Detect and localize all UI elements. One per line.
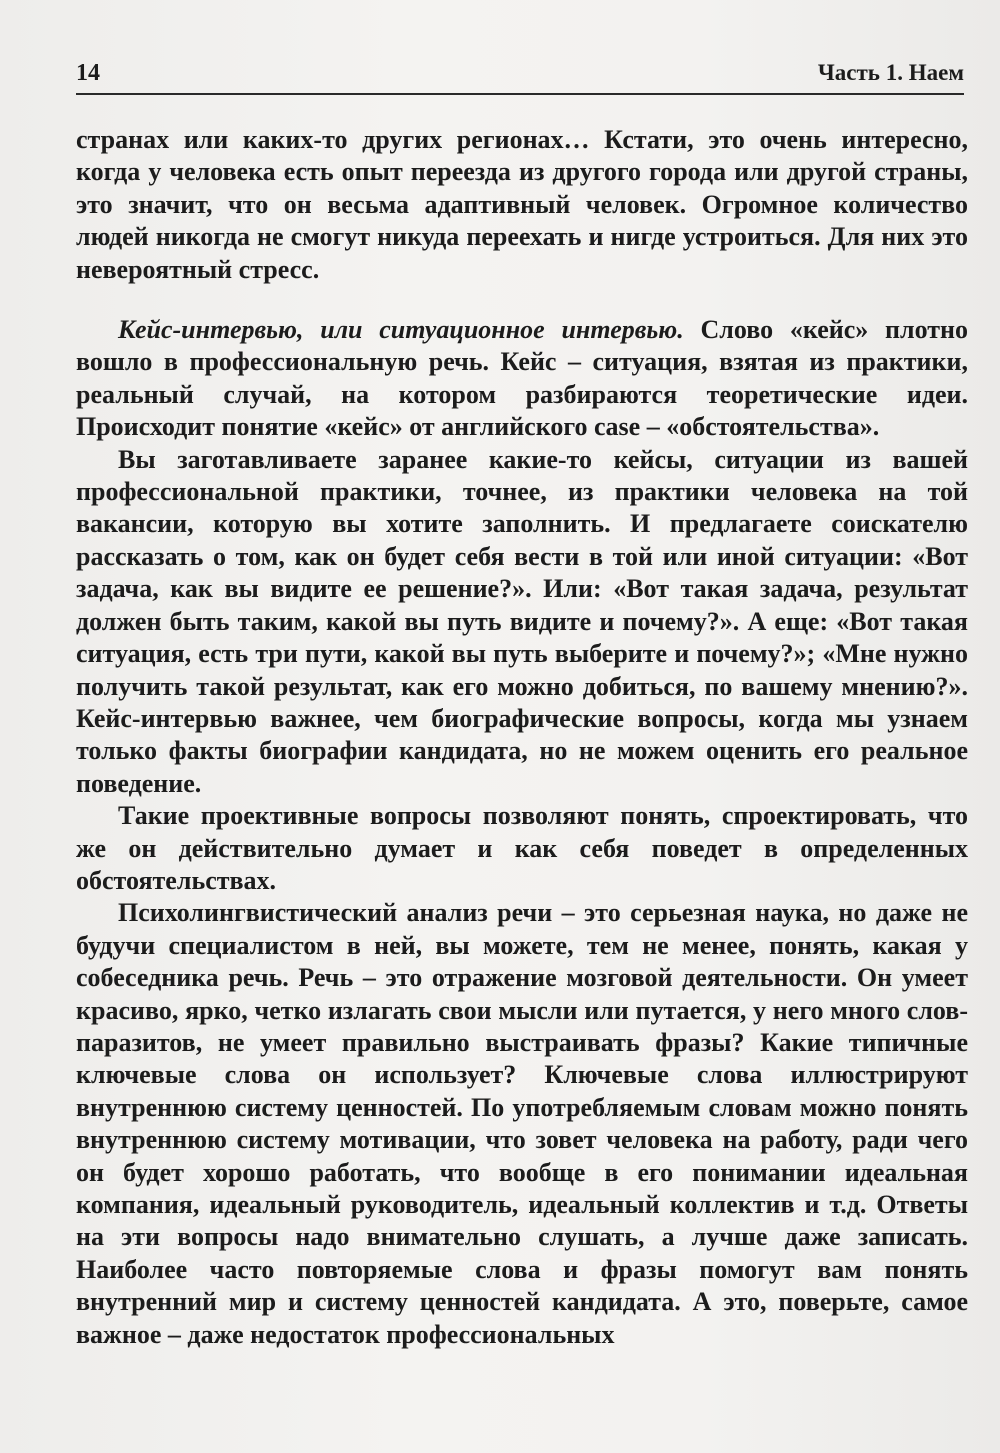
paragraph-text: странах или каких-то других регионах… Кстати, это очень интересно, когда у человека есть опыт переезда из другого города или другой страны, это значит, что он весьма адаптивный человек. Огромное количество людей никогда не смогут никуда переехать и нигде устроиться. Для них это невероятный стресс.: [76, 125, 968, 284]
paragraph-text: Вы заготавливаете заранее какие-то кейсы, ситуации из вашей профессиональной практики, точнее, из практики человека на той вакансии, которую вы хотите заполнить. И предлагаете соискателю рассказать о том, как он будет себя вести в той или иной ситуации: «Вот задача, как вы видите ее решение?». Или: «Вот такая задача, результат должен быть таким, какой вы путь видите и почему?». А еще: «Вот такая ситуация, есть три пути, какой вы путь выберите и почему?»; «Мне нужно получить такой результат, как его можно добиться, по вашему мнению?». Кейс-интервью важнее, чем биографические вопросы, когда мы узнаем только факты биографии кандидата, но не можем оценить его реальное поведение.: [76, 444, 968, 798]
paragraph-text: Слово «кейс» плотно вошло в профессиональную речь. Кейс – ситуация, взятая из практики, реальный случай, на котором разбираются теоретические идеи. Происходит понятие «кейс» от английского case – «обстоятельства».: [76, 315, 968, 442]
section-term: Кейс-интервью, или ситуационное интервью.: [118, 315, 684, 345]
paragraph-prepare-cases: [76, 444, 968, 800]
page-number: 14: [76, 60, 100, 86]
paragraph-projective-questions: [76, 800, 968, 897]
paragraph-case-interview: [76, 314, 968, 444]
paragraph-text: Такие проективные вопросы позволяют понять, спроектировать, что же он действительно думает и как себя поведет в определенных обстоятельствах.: [76, 801, 968, 895]
header-rule: [76, 93, 964, 95]
paragraph-continuation: [76, 124, 968, 286]
paragraph-text: Психолингвистический анализ речи – это серьезная наука, но даже не будучи специалистом в ней, вы можете, тем не менее, понять, какая у собеседника речь. Речь – это отражение мозговой деятельности. Он умеет красиво, ярко, четко излагать свои мысли или путается, у него много слов-паразитов, не умеет правильно выстраивать фразы? Какие типичные ключевые слова он использует? Ключевые слова иллюстрируют внутреннюю систему ценностей. По употребляемым словам можно понять внутреннюю систему мотивации, что зовет человека на работу, ради чего он будет хорошо работать, что вообще в его понимании идеальная компания, идеальный руководитель, идеальный коллектив и т.д. Ответы на эти вопросы надо внимательно слушать, а лучше даже записать. Наиболее часто повторяемые слова и фразы помогут вам понять внутренний мир и систему ценностей кандидата. А это, поверьте, самое важное – даже недостаток профессиональных: [76, 898, 968, 1349]
page-header: [76, 58, 964, 94]
page-body: [76, 124, 968, 1351]
running-head: Часть 1. Наем: [817, 60, 964, 85]
paragraph-speech-analysis: [76, 897, 968, 1351]
